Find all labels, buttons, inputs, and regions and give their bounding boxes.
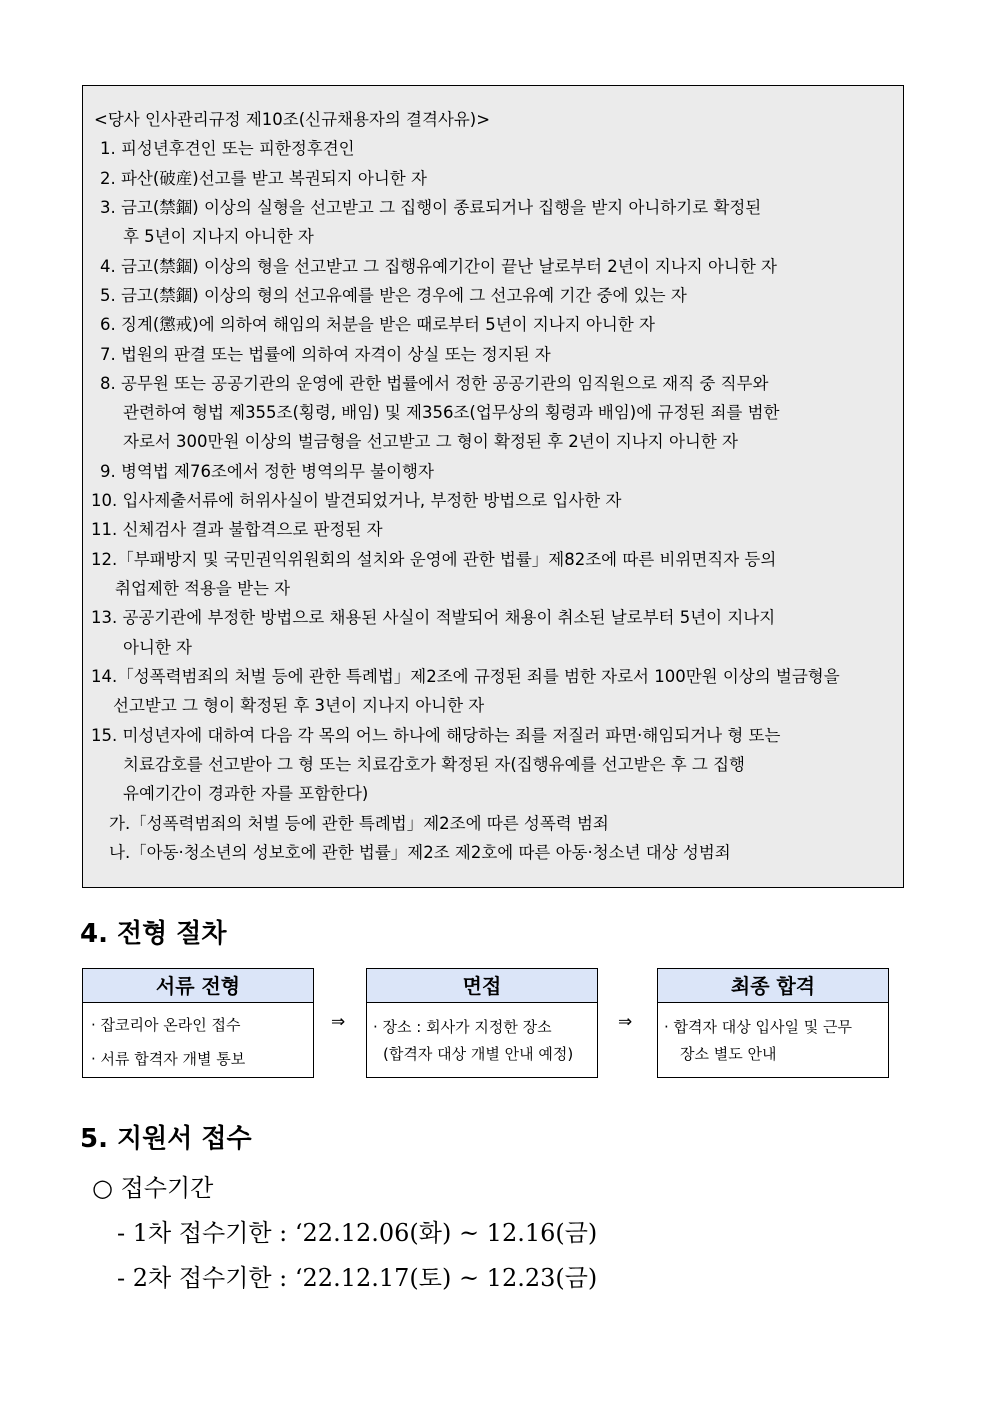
box-line: 치료감호를 선고받아 그 형 또는 치료감호가 확정된 자(집행유예를 선고받은 후 그 집행	[123, 755, 745, 774]
box-line: 14.「성폭력범죄의 처벌 등에 관한 특례법」제2조에 규정된 죄를 범한 자로서 100만원 이상의 벌금형을	[91, 667, 840, 686]
box-line: 5. 금고(禁錮) 이상의 형의 선고유예를 받은 경우에 그 선고유예 기간 중에 있는 자	[100, 286, 687, 305]
box-line: 15. 미성년자에 대하여 다음 각 목의 어느 하나에 해당하는 죄를 저질러 파면·해임되거나 형 또는	[91, 726, 781, 745]
step-title: 서류 전형	[83, 969, 313, 1003]
arrow-icon: ⇒	[331, 1012, 346, 1032]
step-title: 면접	[367, 969, 597, 1003]
box-line: 6. 징계(懲戒)에 의하여 해임의 처분을 받은 때로부터 5년이 지나지 아니한 자	[100, 315, 655, 334]
step-line: (합격자 대상 개별 안내 예정)	[383, 1045, 574, 1063]
box-line: 나.「아동·청소년의 성보호에 관한 법률」제2조 제2호에 따른 아동·청소년 대상 성범죄	[109, 843, 731, 862]
box-line: 13. 공공기관에 부정한 방법으로 채용된 사실이 적발되어 채용이 취소된 날로부터 5년이 지나지	[91, 608, 776, 627]
period-label: ○ 접수기간	[92, 1174, 214, 1202]
box-heading: <당사 인사관리규정 제10조(신규채용자의 결격사유)>	[94, 110, 491, 129]
box-line: 7. 법원의 판결 또는 법률에 의하여 자격이 상실 또는 정지된 자	[100, 345, 551, 364]
box-line: 4. 금고(禁錮) 이상의 형을 선고받고 그 집행유예기간이 끝난 날로부터 2년이 지나지 아니한 자	[100, 257, 777, 276]
box-line: 취업제한 적용을 받는 자	[115, 579, 291, 598]
step-line: · 합격자 대상 입사일 및 근무	[664, 1018, 852, 1036]
box-line: 자로서 300만원 이상의 벌금형을 선고받고 그 형이 확정된 후 2년이 지나지 아니한 자	[123, 432, 738, 451]
box-line: 선고받고 그 형이 확정된 후 3년이 지나지 아니한 자	[113, 696, 485, 715]
box-line: 2. 파산(破産)선고를 받고 복권되지 아니한 자	[100, 169, 427, 188]
round-2-deadline: - 2차 접수기한 : ‘22.12.17(토) ~ 12.23(금)	[117, 1264, 598, 1292]
box-line: 관련하여 형법 제355조(횡령, 배임) 및 제356조(업무상의 횡령과 배임)에 규정된 죄를 범한	[123, 403, 780, 422]
step-final-pass	[657, 968, 889, 1078]
step-line: 장소 별도 안내	[680, 1045, 777, 1063]
step-document-screening	[82, 968, 314, 1078]
section4-title: 4. 전형 절차	[80, 919, 227, 949]
box-line: 10. 입사제출서류에 허위사실이 발견되었거나, 부정한 방법으로 입사한 자	[91, 491, 622, 510]
step-line: · 장소 : 회사가 지정한 장소	[373, 1018, 552, 1036]
box-line: 8. 공무원 또는 공공기관의 운영에 관한 법률에서 정한 공공기관의 임직원으로 재직 중 직무와	[100, 374, 769, 393]
box-line: 11. 신체검사 결과 불합격으로 판정된 자	[91, 520, 383, 539]
box-line: 3. 금고(禁錮) 이상의 실형을 선고받고 그 집행이 종료되거나 집행을 받지 아니하기로 확정된	[100, 198, 762, 217]
box-line: 가.「성폭력범죄의 처벌 등에 관한 특례법」제2조에 따른 성폭력 범죄	[109, 814, 609, 833]
round-1-deadline: - 1차 접수기한 : ‘22.12.06(화) ~ 12.16(금)	[117, 1219, 598, 1247]
step-line: · 잡코리아 온라인 접수	[91, 1016, 241, 1034]
step-line: · 서류 합격자 개별 통보	[91, 1050, 246, 1068]
box-line: 아니한 자	[123, 638, 193, 657]
step-title: 최종 합격	[658, 969, 888, 1003]
disqualification-box	[82, 85, 904, 888]
section5-title: 5. 지원서 접수	[80, 1124, 252, 1154]
box-line: 12.「부패방지 및 국민권익위원회의 설치와 운영에 관한 법률」제82조에 따른 비위면직자 등의	[91, 550, 777, 569]
box-line: 9. 병역법 제76조에서 정한 병역의무 불이행자	[100, 462, 434, 481]
box-line: 유예기간이 경과한 자를 포함한다)	[123, 784, 369, 803]
box-line: 후 5년이 지나지 아니한 자	[123, 227, 314, 246]
box-line: 1. 피성년후견인 또는 피한정후견인	[100, 139, 355, 158]
step-interview	[366, 968, 598, 1078]
arrow-icon: ⇒	[618, 1012, 633, 1032]
